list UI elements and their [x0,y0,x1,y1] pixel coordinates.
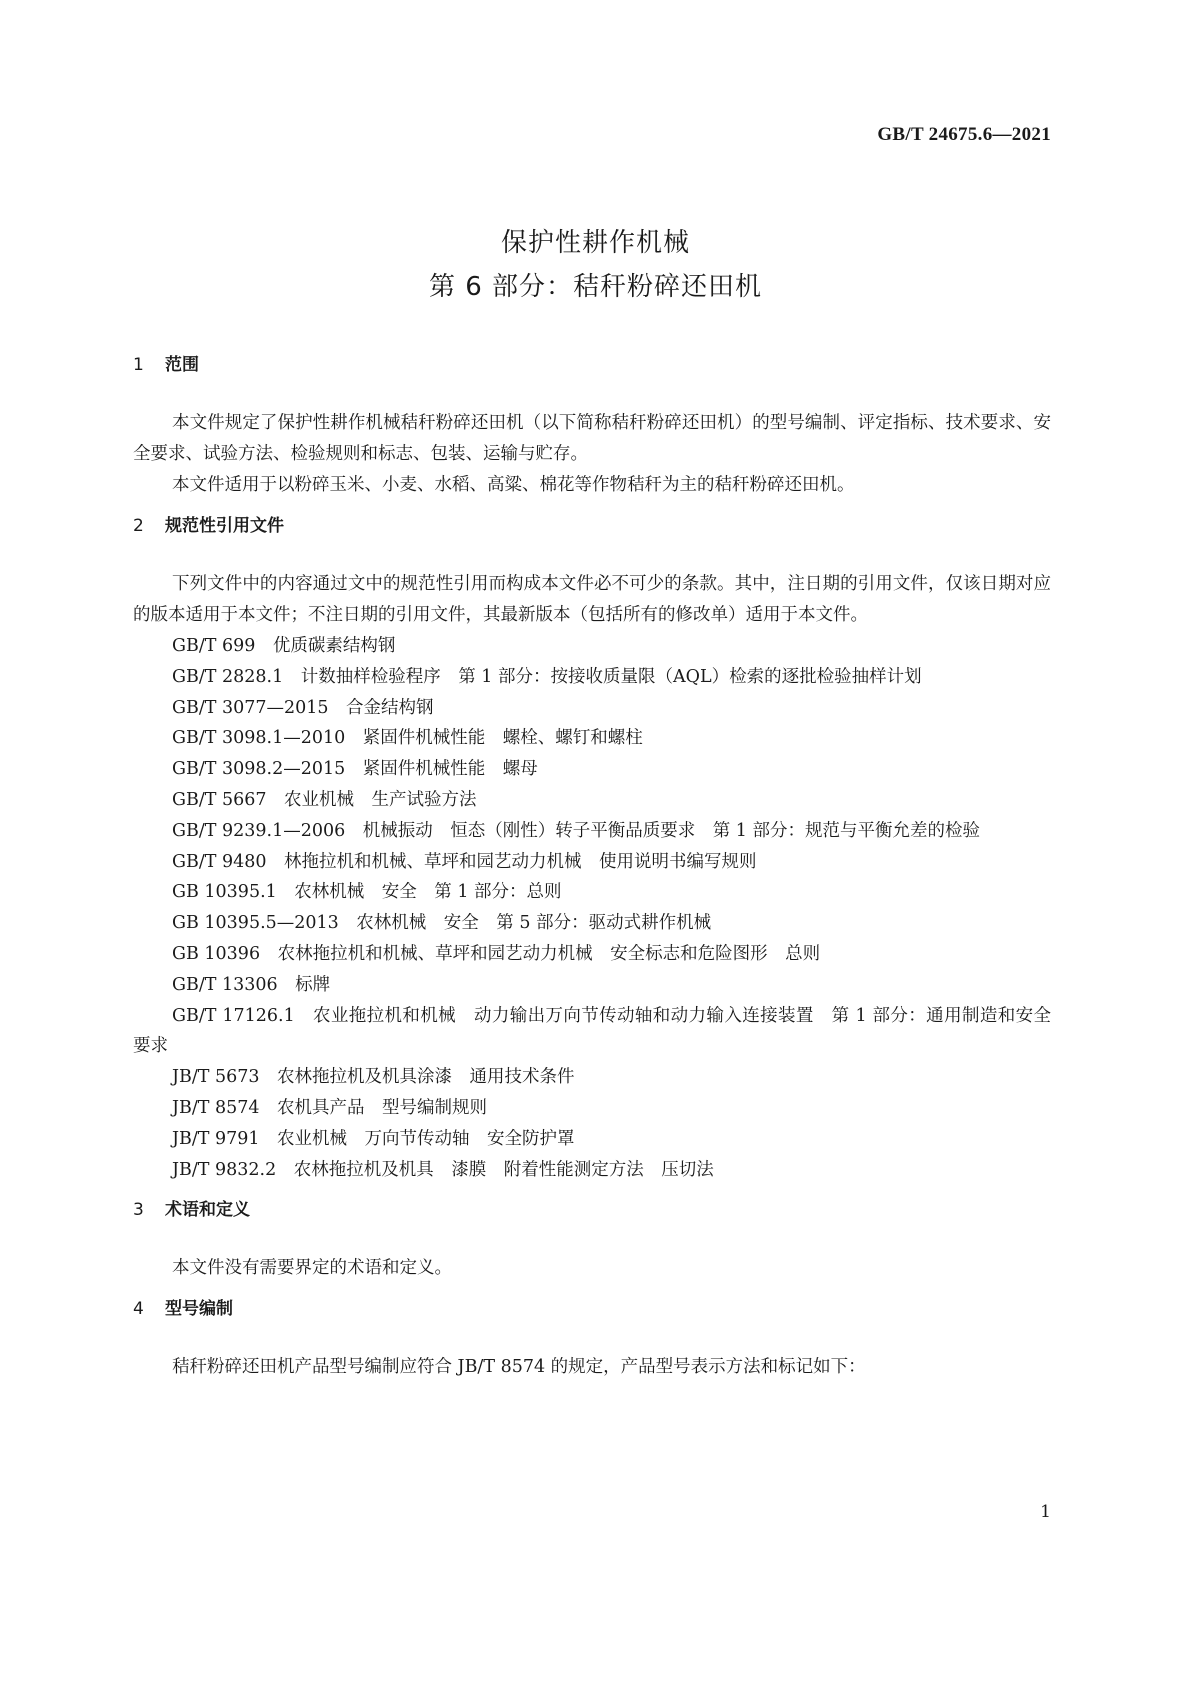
section-1-paragraph: 本文件规定了保护性耕作机械秸秆粉碎还田机（以下简称秸秆粉碎还田机）的型号编制、评定指标、技术要求、安全要求、试验方法、检验规则和标志、包装、运输与贮存。 [133,413,1051,464]
section-4-number: 4 [133,1299,144,1320]
reference-item: GB 10395.1 农林机械 安全 第 1 部分：总则 [172,882,562,903]
document-title-part: 第 6 部分：秸秆粉碎还田机 [428,272,763,302]
section-3-heading [133,1195,1051,1225]
section-4-paragraph: 秸秆粉碎还田机产品型号编制应符合 JB/T 8574 的规定，产品型号表示方法和标记如下： [172,1357,866,1378]
section-1-paragraph: 本文件适用于以粉碎玉米、小麦、水稻、高粱、棉花等作物秸秆为主的秸秆粉碎还田机。 [172,475,855,495]
reference-item: GB/T 699 优质碳素结构钢 [172,636,396,656]
document-body [133,350,1051,1383]
reference-item: GB 10395.5—2013 农林机械 安全 第 5 部分：驱动式耕作机械 [172,913,712,934]
reference-item: GB/T 9239.1—2006 机械振动 恒态（刚性）转子平衡品质要求 第 1 部分：规范与平衡允差的检验 [172,820,980,841]
section-2-intro: 下列文件中的内容通过文中的规范性引用而构成本文件必不可少的条款。其中，注日期的引用文件，仅该日期对应的版本适用于本文件；不注日期的引用文件，其最新版本（包括所有的修改单）适用于本文件。 [133,574,1051,625]
reference-item: GB/T 3098.2—2015 紧固件机械性能 螺母 [172,759,538,780]
document-title-main: 保护性耕作机械 [500,228,690,258]
reference-item: GB/T 9480 林拖拉机和机械、草坪和园艺动力机械 使用说明书编写规则 [172,851,757,872]
section-2-number: 2 [133,516,144,536]
reference-item: GB/T 13306 标牌 [172,974,331,995]
reference-item: GB/T 3098.1—2010 紧固件机械性能 螺栓、螺钉和螺柱 [172,728,643,749]
reference-item: JB/T 8574 农机具产品 型号编制规则 [172,1097,488,1118]
reference-item: JB/T 9791 农业机械 万向节传动轴 安全防护罩 [172,1128,575,1149]
section-4-heading [133,1294,1051,1324]
reference-item: JB/T 5673 农林拖拉机及机具涂漆 通用技术条件 [172,1067,575,1088]
reference-item: JB/T 9832.2 农林拖拉机及机具 漆膜 附着性能测定方法 压切法 [172,1159,714,1180]
reference-item: GB 10396 农林拖拉机和机械、草坪和园艺动力机械 安全标志和危险图形 总则 [172,943,821,964]
page-number: 1 [1040,1502,1051,1522]
section-1-heading [133,350,1051,380]
section-4-title: 型号编制 [165,1299,233,1320]
section-2-heading [133,511,1051,541]
section-1-number: 1 [133,355,144,375]
section-3-paragraph: 本文件没有需要界定的术语和定义。 [172,1258,452,1279]
reference-item: GB/T 5667 农业机械 生产试验方法 [172,789,477,810]
section-1-title: 范围 [165,355,199,375]
reference-item: GB/T 2828.1 计数抽样检验程序 第 1 部分：按接收质量限（AQL）检索的逐批检验抽样计划 [172,666,922,687]
reference-item: GB/T 17126.1 农业拖拉机和机械 动力输出万向节传动轴和动力输入连接装置 第 1 部分：通用制造和安全要求 [133,1005,1051,1057]
section-3-title: 术语和定义 [165,1200,250,1221]
section-2-title: 规范性引用文件 [165,516,284,536]
reference-item: GB/T 3077—2015 合金结构钢 [172,697,434,718]
standard-id: GB/T 24675.6—2021 [877,124,1051,145]
section-3-number: 3 [133,1200,144,1221]
